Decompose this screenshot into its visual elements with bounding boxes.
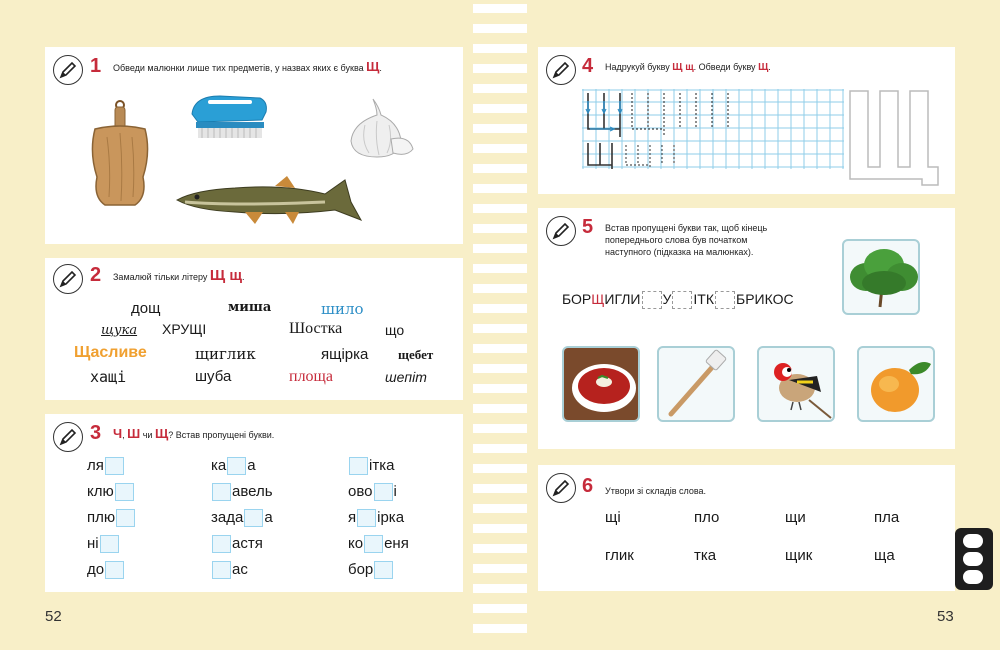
syllable[interactable]: щи xyxy=(785,509,806,526)
pencil-icon xyxy=(546,55,576,85)
task-instruction: Надрукуй букву Щ щ. Обведи букву Щ. xyxy=(605,62,771,73)
letter-blank[interactable] xyxy=(105,561,124,579)
letter-blank[interactable] xyxy=(244,509,263,527)
task3-card xyxy=(45,414,463,592)
fill-word: зада а xyxy=(211,509,273,526)
word-item[interactable]: шуба xyxy=(195,368,232,385)
pencil-icon xyxy=(53,264,83,294)
fill-word: авель xyxy=(211,482,273,502)
fill-word: ас xyxy=(211,560,248,580)
task-instruction: Обведи малюнки лише тих предметів, у назвах яких є буква Щ. xyxy=(113,59,382,74)
task6-card xyxy=(538,465,955,591)
task-number: 5 xyxy=(582,216,594,238)
page-number-right: 53 xyxy=(937,608,954,625)
word-item[interactable]: площа xyxy=(289,368,333,385)
letter-blank[interactable] xyxy=(115,483,134,501)
letter-blank[interactable] xyxy=(715,291,735,309)
word-item[interactable]: миша xyxy=(228,300,272,315)
task1-card xyxy=(45,47,463,244)
fill-word: астя xyxy=(211,534,263,554)
brush-image[interactable] xyxy=(190,92,270,142)
letter-blank[interactable] xyxy=(227,457,246,475)
task-number: 6 xyxy=(582,475,594,497)
letter-blank[interactable] xyxy=(116,509,135,527)
cutting-board-image[interactable] xyxy=(85,97,155,209)
fill-word: клю xyxy=(87,482,135,502)
letter-blank[interactable] xyxy=(349,457,368,475)
task-instruction: Встав пропущені букви так, щоб кінець попереднього слова був початком наступного (підказка на малюнках). xyxy=(605,223,768,257)
fill-word: я ірка xyxy=(348,509,405,526)
task-number: 3 xyxy=(90,422,102,444)
word-item[interactable]: щука xyxy=(101,323,138,338)
pencil-icon xyxy=(546,473,576,503)
pencil-icon xyxy=(53,55,83,85)
syllable[interactable]: глик xyxy=(605,547,634,564)
word-chain: БОРЩИГЛИ У ІТК БРИКОС xyxy=(562,291,794,309)
letter-blank[interactable] xyxy=(672,291,692,309)
word-item[interactable]: щебет xyxy=(398,347,434,362)
task-instruction: Ч, Ш чи Щ? Встав пропущені букви. xyxy=(113,426,275,441)
task-number: 2 xyxy=(90,264,102,286)
word-item[interactable]: що xyxy=(385,322,405,338)
task2-card xyxy=(45,258,463,400)
task4-card xyxy=(538,47,955,194)
task-number: 4 xyxy=(582,55,594,77)
letter-blank[interactable] xyxy=(105,457,124,475)
word-item[interactable]: щиглик xyxy=(195,345,256,363)
outline-letter-Щ[interactable] xyxy=(846,87,942,187)
syllable[interactable]: тка xyxy=(694,547,717,564)
letter-blank[interactable] xyxy=(364,535,383,553)
hint-apricot-image[interactable] xyxy=(857,346,935,422)
pencil-icon xyxy=(53,422,83,452)
word-item[interactable]: хащі xyxy=(90,368,127,386)
word-item[interactable]: Щасливе xyxy=(74,344,147,361)
word-item[interactable]: Шостка xyxy=(289,320,343,337)
word-item[interactable]: ХРУЩІ xyxy=(162,321,207,337)
letter-blank[interactable] xyxy=(374,483,393,501)
garlic-image[interactable] xyxy=(343,95,415,161)
fill-word: бор xyxy=(348,560,394,580)
fill-word: ово і xyxy=(348,483,397,500)
writing-grid[interactable] xyxy=(582,89,844,169)
word-item[interactable]: шепіт xyxy=(385,369,427,385)
letter-blank[interactable] xyxy=(212,535,231,553)
hint-toothbrush-image[interactable] xyxy=(657,346,735,422)
traffic-light-icon xyxy=(955,528,993,590)
fill-word: ко еня xyxy=(348,535,409,552)
task-instruction: Замалюй тільки літеру Щ щ. xyxy=(113,267,245,284)
letter-blank[interactable] xyxy=(212,561,231,579)
hint-bush-image[interactable] xyxy=(842,239,920,315)
fill-word: ля xyxy=(87,456,125,476)
letter-blank[interactable] xyxy=(374,561,393,579)
hint-goldfinch-image[interactable] xyxy=(757,346,835,422)
page-number-left: 52 xyxy=(45,608,62,625)
letter-blank[interactable] xyxy=(212,483,231,501)
fill-word: ітка xyxy=(348,456,394,476)
letter-blank[interactable] xyxy=(100,535,119,553)
task-number: 1 xyxy=(90,55,102,77)
pencil-icon xyxy=(546,216,576,246)
word-item[interactable]: шило xyxy=(321,300,364,318)
syllable[interactable]: ща xyxy=(874,547,895,564)
fill-word: ні xyxy=(87,534,120,554)
syllable[interactable]: щик xyxy=(785,547,813,564)
pike-fish-image[interactable] xyxy=(175,172,365,230)
hint-borscht-image[interactable] xyxy=(562,346,640,422)
book-spine xyxy=(473,0,527,650)
task5-card xyxy=(538,208,955,449)
syllable[interactable]: пла xyxy=(874,509,900,526)
letter-blank[interactable] xyxy=(357,509,376,527)
task-instruction: Утвори зі складів слова. xyxy=(605,486,707,496)
word-item[interactable]: дощ xyxy=(131,300,161,317)
letter-blank[interactable] xyxy=(642,291,662,309)
fill-word: плю xyxy=(87,508,136,528)
word-item[interactable]: ящірка xyxy=(321,346,369,363)
syllable[interactable]: щі xyxy=(605,509,621,526)
fill-word: ка а xyxy=(211,457,256,474)
syllable[interactable]: пло xyxy=(694,509,720,526)
fill-word: до xyxy=(87,560,125,580)
